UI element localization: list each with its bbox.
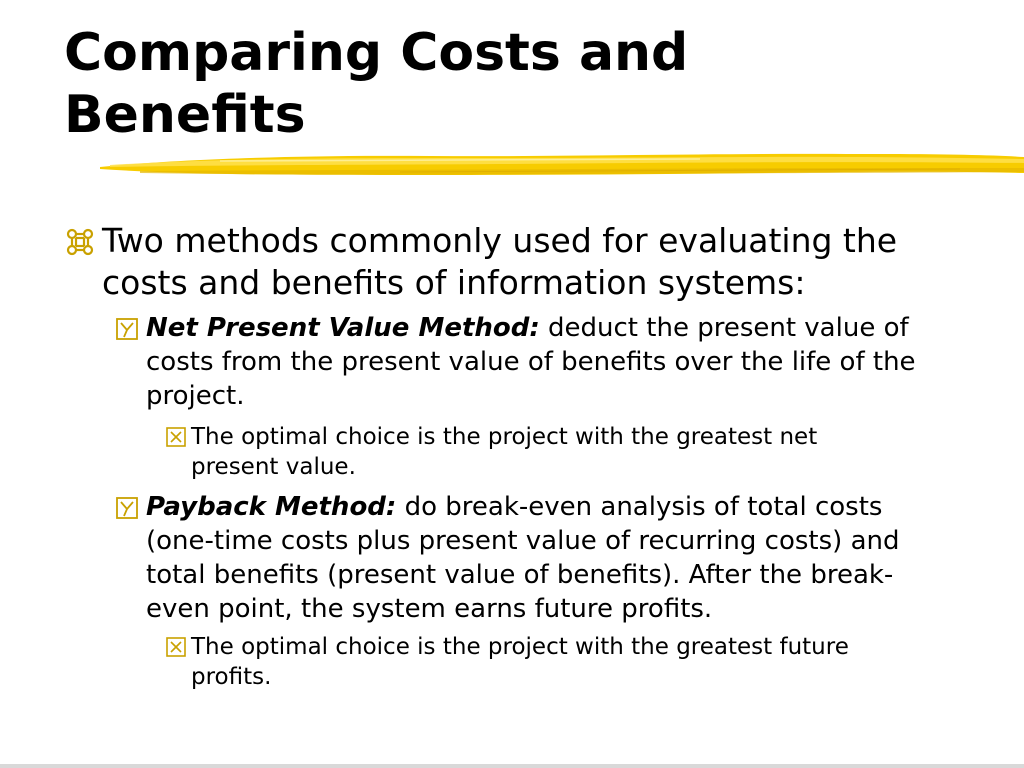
slide-title [64, 22, 964, 146]
bullet-npv-sub [166, 422, 966, 484]
bullet-payback [116, 490, 996, 628]
bullet-two-methods-line2: costs and benefits of information systems: [102, 263, 806, 302]
bullet-payback-sub [166, 632, 966, 694]
payback-desc-line2: (one-time costs plus present value of recurring costs) and [146, 526, 900, 556]
bullet-two-methods-line1: Two methods commonly used for evaluating the [102, 221, 898, 260]
command-key-bullet-icon [66, 228, 94, 256]
bullet-two-methods [66, 220, 966, 304]
npv-sub-line2: present value. [191, 454, 356, 480]
x-box-bullet-icon [166, 637, 186, 657]
bullet-payback-text [146, 490, 996, 626]
payback-sub-line2: profits. [191, 664, 272, 690]
npv-desc-line2: costs from the present value of benefits over the life of the [146, 347, 916, 377]
bullet-payback-sub-text [191, 632, 951, 692]
bullet-npv [116, 311, 996, 415]
payback-desc-line1: do break-even analysis of total costs [396, 492, 883, 522]
y-box-bullet-icon [116, 497, 138, 519]
bullet-npv-sub-text [191, 422, 951, 482]
x-box-bullet-icon [166, 427, 186, 447]
npv-desc-line1: deduct the present value of [539, 313, 909, 343]
payback-desc-line4: even point, the system earns future profits. [146, 594, 713, 624]
payback-term: Payback Method: [146, 492, 397, 522]
npv-sub-line1: The optimal choice is the project with the greatest net [191, 424, 818, 450]
title-underline-brush [100, 145, 1024, 187]
bottom-divider [0, 764, 1024, 768]
npv-desc-line3: project. [146, 381, 245, 411]
npv-term: Net Present Value Method: [146, 313, 540, 343]
payback-sub-line1: The optimal choice is the project with the greatest future [191, 634, 849, 660]
title-line-2: Benefits [64, 85, 306, 145]
bullet-npv-text [146, 311, 996, 413]
bullet-two-methods-text [102, 220, 972, 304]
y-box-bullet-icon [116, 318, 138, 340]
payback-desc-line3: total benefits (present value of benefits). After the break- [146, 560, 894, 590]
title-line-1: Comparing Costs and [64, 23, 689, 83]
